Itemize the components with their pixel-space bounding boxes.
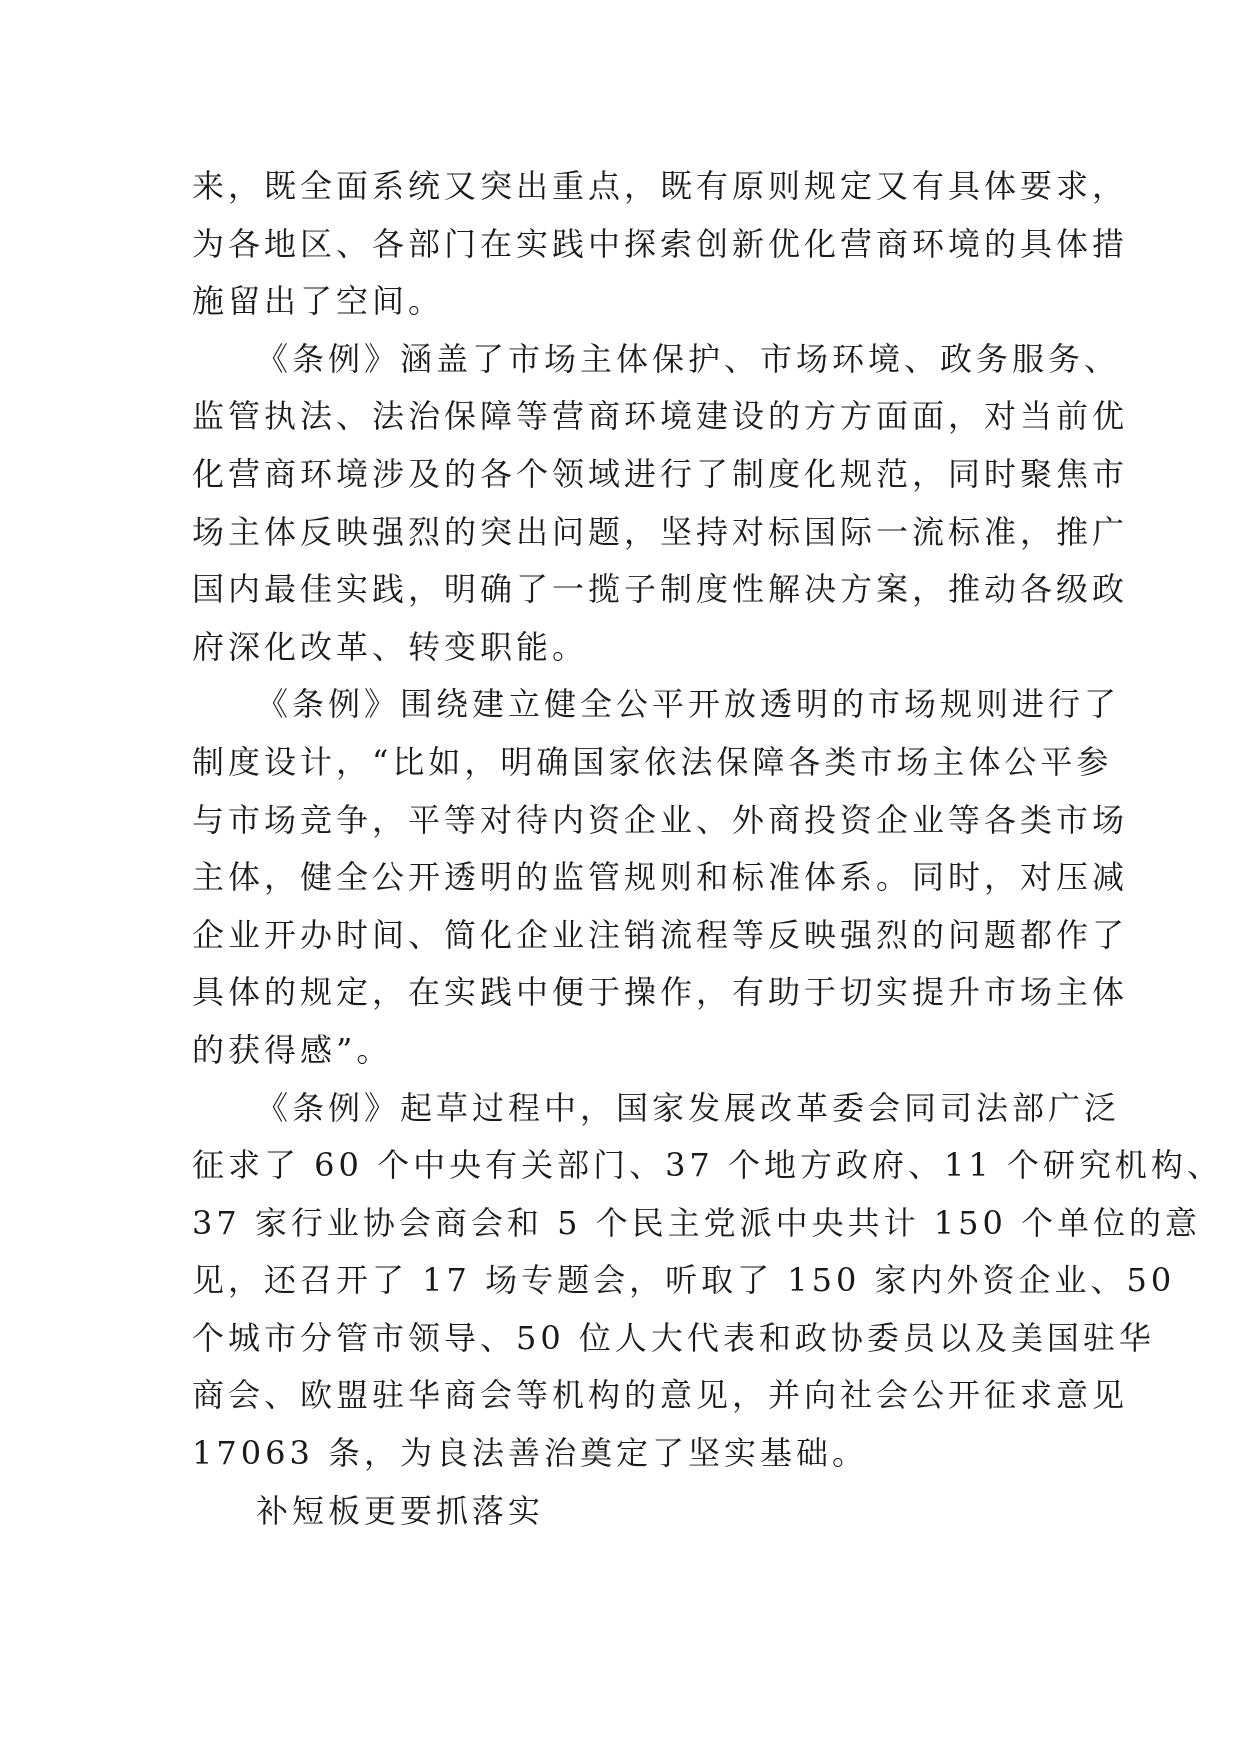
text-line: 施留出了空间。 [192,282,445,321]
text-line: 见，还召开了 17 场专题会，听取了 150 家内外资企业、50 [192,1261,1176,1300]
text-line: 征求了 60 个中央有关部门、37 个地方政府、11 个研究机构、 [192,1146,1223,1185]
text-line: 主体，健全公开透明的监管规则和标准体系。同时，对压减 [192,858,1129,897]
text-line: 具体的规定，在实践中便于操作，有助于切实提升市场主体 [192,973,1129,1012]
section-heading: 补短板更要抓落实 [256,1491,545,1530]
text-line: 与市场竞争，平等对待内资企业、外商投资企业等各类市场 [192,800,1129,839]
text-line: 17063 条，为良法善治奠定了坚实基础。 [192,1434,868,1473]
text-line: 化营商环境涉及的各个领域进行了制度化规范，同时聚焦市 [192,454,1129,493]
paragraph-first-line: 《条例》涵盖了市场主体保护、市场环境、政务服务、 [256,339,1121,378]
paragraph-first-line: 《条例》起草过程中，国家发展改革委会同司法部广泛 [256,1088,1121,1127]
text-line: 个城市分管市领导、50 位人大代表和政协委员以及美国驻华 [192,1318,1155,1357]
body-text [192,158,1223,1540]
text-line: 府深化改革、转变职能。 [192,627,589,666]
text-line: 制度设计，“比如，明确国家依法保障各类市场主体公平参 [192,742,1113,781]
text-line: 商会、欧盟驻华商会等机构的意见，并向社会公开征求意见 [192,1376,1129,1415]
paragraph-first-line: 《条例》围绕建立健全公平开放透明的市场规则进行了 [256,685,1121,724]
text-line: 37 家行业协会商会和 5 个民主党派中央共计 150 个单位的意 [192,1203,1202,1242]
text-line: 场主体反映强烈的突出问题，坚持对标国际一流标准，推广 [192,512,1129,551]
text-line: 为各地区、各部门在实践中探索创新优化营商环境的具体措 [192,224,1129,263]
text-line: 国内最佳实践，明确了一揽子制度性解决方案，推动各级政 [192,570,1129,609]
text-line: 监管执法、法治保障等营商环境建设的方方面面，对当前优 [192,397,1129,436]
text-line: 来，既全面系统又突出重点，既有原则规定又有具体要求， [192,167,1129,205]
text-line: 企业开办时间、简化企业注销流程等反映强烈的问题都作了 [192,915,1129,954]
text-line: 的获得感”。 [192,1030,393,1069]
